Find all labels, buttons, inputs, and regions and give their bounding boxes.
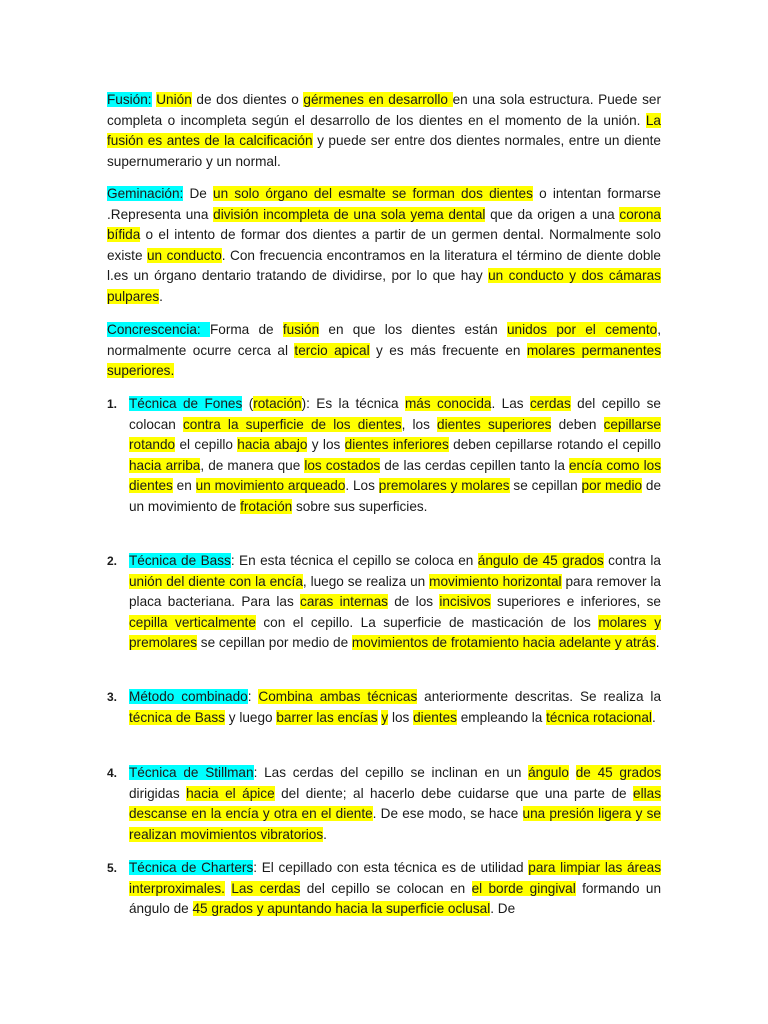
- term-highlight: Método combinado: [129, 689, 248, 704]
- text-run: se cepillan: [509, 478, 582, 494]
- text-highlight: los costados: [304, 457, 381, 473]
- text-highlight: movimiento horizontal: [429, 573, 562, 589]
- text-run: (: [242, 396, 254, 411]
- text-highlight: técnica de Bass: [129, 709, 225, 725]
- text-run: y los: [307, 437, 345, 453]
- list-number: 5.: [107, 861, 118, 875]
- term-highlight: Técnica de Stillman: [129, 765, 254, 780]
- text-highlight: dientes inferiores: [344, 437, 449, 453]
- text-highlight: corona bífida: [107, 206, 661, 243]
- text-highlight: una presión ligera y se realizan movimientos vibratorios: [129, 806, 661, 842]
- text-run: de los: [387, 594, 440, 610]
- list-item-text: [129, 763, 661, 845]
- text-run: superiores e inferiores, se: [490, 594, 661, 610]
- text-highlight: 45 grados y apuntando hacia la superficie oclusal: [192, 901, 491, 917]
- text-highlight: rotación: [253, 396, 302, 411]
- text-run: . De ese modo, se hace: [372, 806, 523, 822]
- term-highlight: Concrescencia:: [107, 322, 210, 337]
- text-run: o intentan formarse .Representa una: [107, 186, 661, 222]
- text-run: de dos dientes o: [191, 92, 304, 107]
- text-highlight: molares y premolares: [129, 614, 662, 651]
- text-run: o el intento de formar dos dientes a partir de un germen dental. Normalmente solo existe: [107, 227, 661, 263]
- text-highlight: de 45 grados: [575, 765, 661, 780]
- list-item: [107, 858, 661, 920]
- term-highlight: Técnica de Bass: [129, 553, 231, 568]
- text-run: se cepillan por medio de: [197, 635, 352, 651]
- text-run: y luego: [224, 709, 277, 725]
- text-highlight: ángulo: [528, 765, 569, 780]
- text-run: con el cepillo. La superficie de masticación de los: [255, 614, 599, 630]
- text-run: de las cerdas cepillen tanto la: [380, 457, 569, 473]
- text-run: .: [323, 826, 327, 842]
- text-run: los: [388, 709, 414, 725]
- text-highlight: y: [381, 709, 389, 725]
- text-run: . De: [490, 901, 516, 917]
- text-run: que da origen a una: [485, 206, 620, 222]
- text-highlight: barrer las encías: [276, 709, 378, 725]
- text-run: Forma de: [209, 322, 283, 337]
- text-highlight: para limpiar las áreas interproximales.: [129, 860, 661, 896]
- list-item-text: [129, 551, 661, 654]
- text-run: formando un ángulo de: [129, 880, 662, 917]
- list-item-text: [129, 858, 661, 920]
- text-highlight: incisivos: [439, 594, 491, 610]
- text-highlight: división incompleta de una sola yema dental: [213, 206, 486, 222]
- text-run: : En esta técnica el cepillo se coloca en: [230, 553, 478, 568]
- text-highlight: unidos por el cemento: [507, 322, 658, 337]
- text-highlight: por medio: [581, 478, 643, 494]
- text-run: ): Es la técnica: [301, 396, 405, 411]
- text-run: en que los dientes están: [319, 322, 507, 337]
- text-run: .: [159, 288, 163, 304]
- text-run: anteriormente descritas. Se realiza la: [417, 689, 662, 704]
- term-highlight: Técnica de Charters: [129, 860, 254, 875]
- text-highlight: un solo órgano del esmalte se forman dos dientes: [213, 186, 533, 201]
- text-highlight: movimientos de frotamiento hacia adelante y atrás: [351, 635, 656, 651]
- text-run: para remover la placa bacteriana. Para las: [129, 573, 661, 610]
- list-item: [107, 763, 661, 845]
- text-highlight: frotación: [240, 498, 293, 514]
- text-run: en: [172, 478, 196, 494]
- text-run: De: [183, 186, 214, 201]
- text-run: :: [247, 689, 259, 704]
- list-number: 4.: [107, 766, 118, 780]
- text-highlight: Unión: [156, 92, 192, 107]
- paragraph: [107, 184, 661, 308]
- list-item: [107, 394, 661, 518]
- text-highlight: gérmenes en desarrollo: [303, 92, 453, 107]
- term-highlight: Fusión:: [107, 92, 152, 107]
- text-run: deben: [551, 416, 604, 432]
- text-highlight: tercio apical: [294, 342, 370, 358]
- text-highlight: caras internas: [300, 594, 388, 610]
- list-number: 3.: [107, 690, 118, 704]
- list-number: 1.: [107, 397, 118, 411]
- text-highlight: premolares y molares: [378, 478, 510, 494]
- list-item: [107, 551, 661, 654]
- text-highlight: cerdas: [529, 396, 571, 411]
- paragraph: [107, 90, 661, 172]
- text-run: deben cepillarse rotando el cepillo: [448, 437, 661, 453]
- text-run: empleando la: [456, 709, 547, 725]
- text-run: y puede ser entre dos dientes normales, entre un diente supernumerario y un normal.: [107, 133, 661, 169]
- text-highlight: molares permanentes superiores.: [107, 342, 661, 379]
- text-run: . Con frecuencia encontramos en la literatura el término de diente doble l.es un órgano dentario tratando de dividirse, por lo que hay: [107, 247, 661, 284]
- text-run: dirigidas: [129, 785, 187, 801]
- paragraph: [107, 320, 661, 382]
- text-run: en una sola estructura. Puede ser completa o incompleta según el desarrollo de los dientes en el momento de la unión.: [107, 92, 661, 128]
- text-highlight: Combina ambas técnicas: [258, 689, 418, 704]
- text-run: del cepillo se colocan: [129, 396, 661, 432]
- text-run: .: [651, 709, 656, 725]
- text-highlight: un movimiento arqueado: [195, 478, 346, 494]
- list-item: [107, 687, 661, 728]
- text-highlight: ellas descanse en la encía y otra en el diente: [129, 785, 661, 822]
- list-item-text: [129, 687, 661, 728]
- text-run: , de manera que: [200, 457, 305, 473]
- text-run: del diente; al hacerlo debe cuidarse que una parte de: [274, 785, 634, 801]
- text-run: , luego se realiza un: [302, 573, 430, 589]
- text-highlight: contra la superficie de los dientes: [183, 416, 402, 432]
- text-highlight: más conocida: [404, 396, 492, 411]
- text-highlight: cepilla verticalmente: [129, 614, 256, 630]
- text-highlight: un conducto: [147, 247, 222, 263]
- text-highlight: La fusión es antes de la calcificación: [107, 112, 661, 149]
- text-run: del cepillo se colocan en: [300, 880, 472, 896]
- text-run: . Las: [491, 396, 530, 411]
- text-run: contra la: [603, 553, 661, 568]
- text-highlight: encía como los dientes: [129, 457, 662, 494]
- text-run: .: [655, 635, 660, 651]
- text-highlight: Las cerdas: [231, 880, 301, 896]
- text-highlight: hacia arriba: [129, 457, 201, 473]
- text-highlight: el borde gingival: [471, 880, 576, 896]
- text-highlight: dientes: [413, 709, 457, 725]
- text-run: : El cepillado con esta técnica es de utilidad: [253, 860, 529, 875]
- text-run: y es más frecuente en: [369, 342, 527, 358]
- text-run: : Las cerdas del cepillo se inclinan en un: [253, 765, 529, 780]
- text-highlight: unión del diente con la encía: [129, 573, 303, 589]
- term-highlight: Técnica de Fones: [129, 396, 243, 411]
- text-run: el cepillo: [175, 437, 238, 453]
- text-run: [569, 765, 576, 780]
- text-run: , normalmente ocurre cerca al: [107, 322, 661, 358]
- text-highlight: técnica rotacional: [546, 709, 652, 725]
- term-highlight: Geminación:: [107, 186, 184, 201]
- text-highlight: cepillarse rotando: [129, 416, 661, 453]
- text-highlight: dientes superiores: [437, 416, 552, 432]
- text-highlight: hacia el ápice: [186, 785, 275, 801]
- text-highlight: hacia abajo: [237, 437, 308, 453]
- text-highlight: un conducto y dos cámaras pulpares: [107, 268, 661, 304]
- text-highlight: ángulo de 45 grados: [477, 553, 604, 568]
- text-run: . Los: [345, 478, 379, 494]
- text-run: sobre sus superficies.: [292, 498, 428, 514]
- list-number: 2.: [107, 554, 118, 568]
- text-run: de un movimiento de: [129, 478, 662, 514]
- list-item-text: [129, 394, 661, 518]
- text-highlight: fusión: [282, 322, 320, 337]
- text-run: , los: [401, 416, 438, 432]
